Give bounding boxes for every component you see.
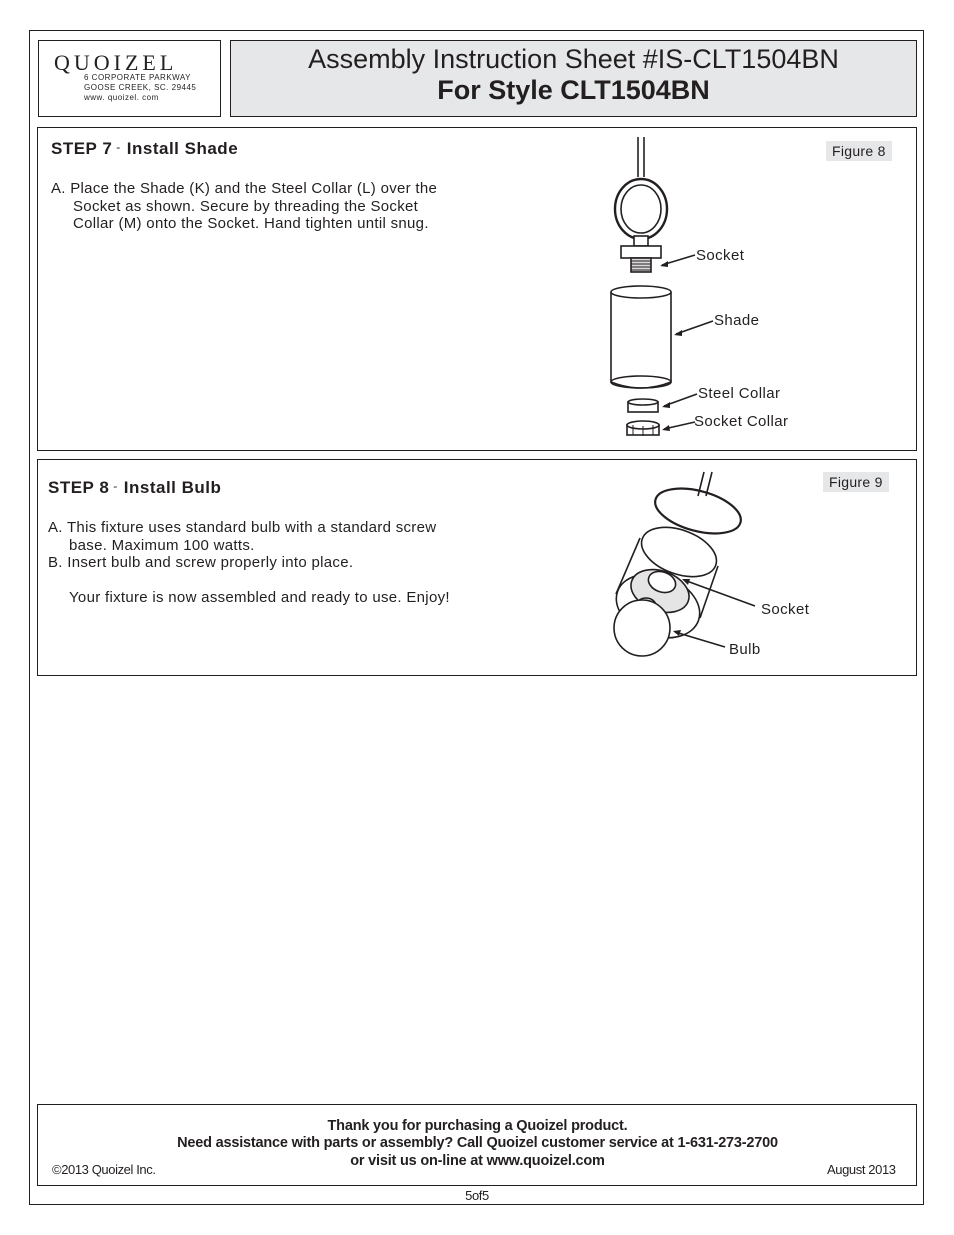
logo-name: QUOIZEL [54,50,178,75]
figure8-drawing [590,132,820,450]
page-number: 5of5 [465,1188,489,1203]
footer-date: August 2013 [827,1162,896,1177]
step8-line-a: A. This fixture uses standard bulb with a standard screw [48,519,437,536]
footer-assistance: Need assistance with parts or assembly? Call Quoizel customer service at 1-631-273-2700 [177,1135,778,1151]
figure9-drawing [600,466,830,671]
figure9-label-bulb: Bulb [729,641,761,658]
bulb-globe [614,600,670,656]
step7-dash: - [116,140,121,154]
arrowhead [674,330,682,336]
step8-closing-line: Your fixture is now assembled and ready to use. Enjoy! [69,589,450,606]
footer-thanks: Thank you for purchasing a Quoizel product. [327,1118,628,1134]
step8-line-b: B. Insert bulb and screw properly into place. [48,554,354,571]
figure8-label-shade: Shade [714,312,760,329]
step8-title: Install Bulb [123,478,222,497]
step7-number: STEP 7 [51,139,113,158]
figure8-label-socket-collar: Socket Collar [694,413,789,430]
shade-body [611,292,671,388]
arrowhead [662,402,670,408]
footer-website: or visit us on-line at www.quoizel.com [350,1153,605,1169]
page-subtitle: For Style CLT1504BN [437,75,710,105]
step7-heading [51,139,238,159]
shade-top [611,286,671,298]
figure9-tag: Figure 9 [823,472,889,492]
logo-address-line2: GOOSE CREEK, SC. 29445 [84,83,197,92]
step8-dash: - [113,479,118,493]
arrowhead [660,261,668,267]
step8-line-a2: base. Maximum 100 watts. [69,537,255,554]
ring-inner [621,185,661,233]
step7-line-a3: Collar (M) onto the Socket. Hand tighten until snug. [73,215,429,232]
page-title: Assembly Instruction Sheet #IS-CLT1504BN [308,44,839,74]
ring-outer [615,179,667,239]
figure9-label-socket: Socket [761,601,810,618]
copyright-symbol: © [52,1162,62,1177]
footer-copyright [52,1162,156,1177]
ring-neck [634,236,648,246]
step8-heading [48,478,221,498]
figure8-label-socket: Socket [696,247,745,264]
figure8-tag: Figure 8 [826,141,892,161]
socket-cap [621,246,661,258]
figure8-label-steel-collar: Steel Collar [698,385,781,402]
leader-bulb [675,632,725,647]
step7-line-a2: Socket as shown. Secure by threading the Socket [73,198,419,215]
copyright-text: 2013 Quoizel Inc. [61,1162,156,1177]
logo-address-line1: 6 CORPORATE PARKWAY [84,73,191,82]
arrowhead [662,425,670,431]
step8-number: STEP 8 [48,478,110,497]
step7-line-a: A. Place the Shade (K) and the Steel Collar (L) over the [51,180,438,197]
step7-title: Install Shade [126,139,239,158]
logo-website: www. quoizel. com [84,93,159,102]
